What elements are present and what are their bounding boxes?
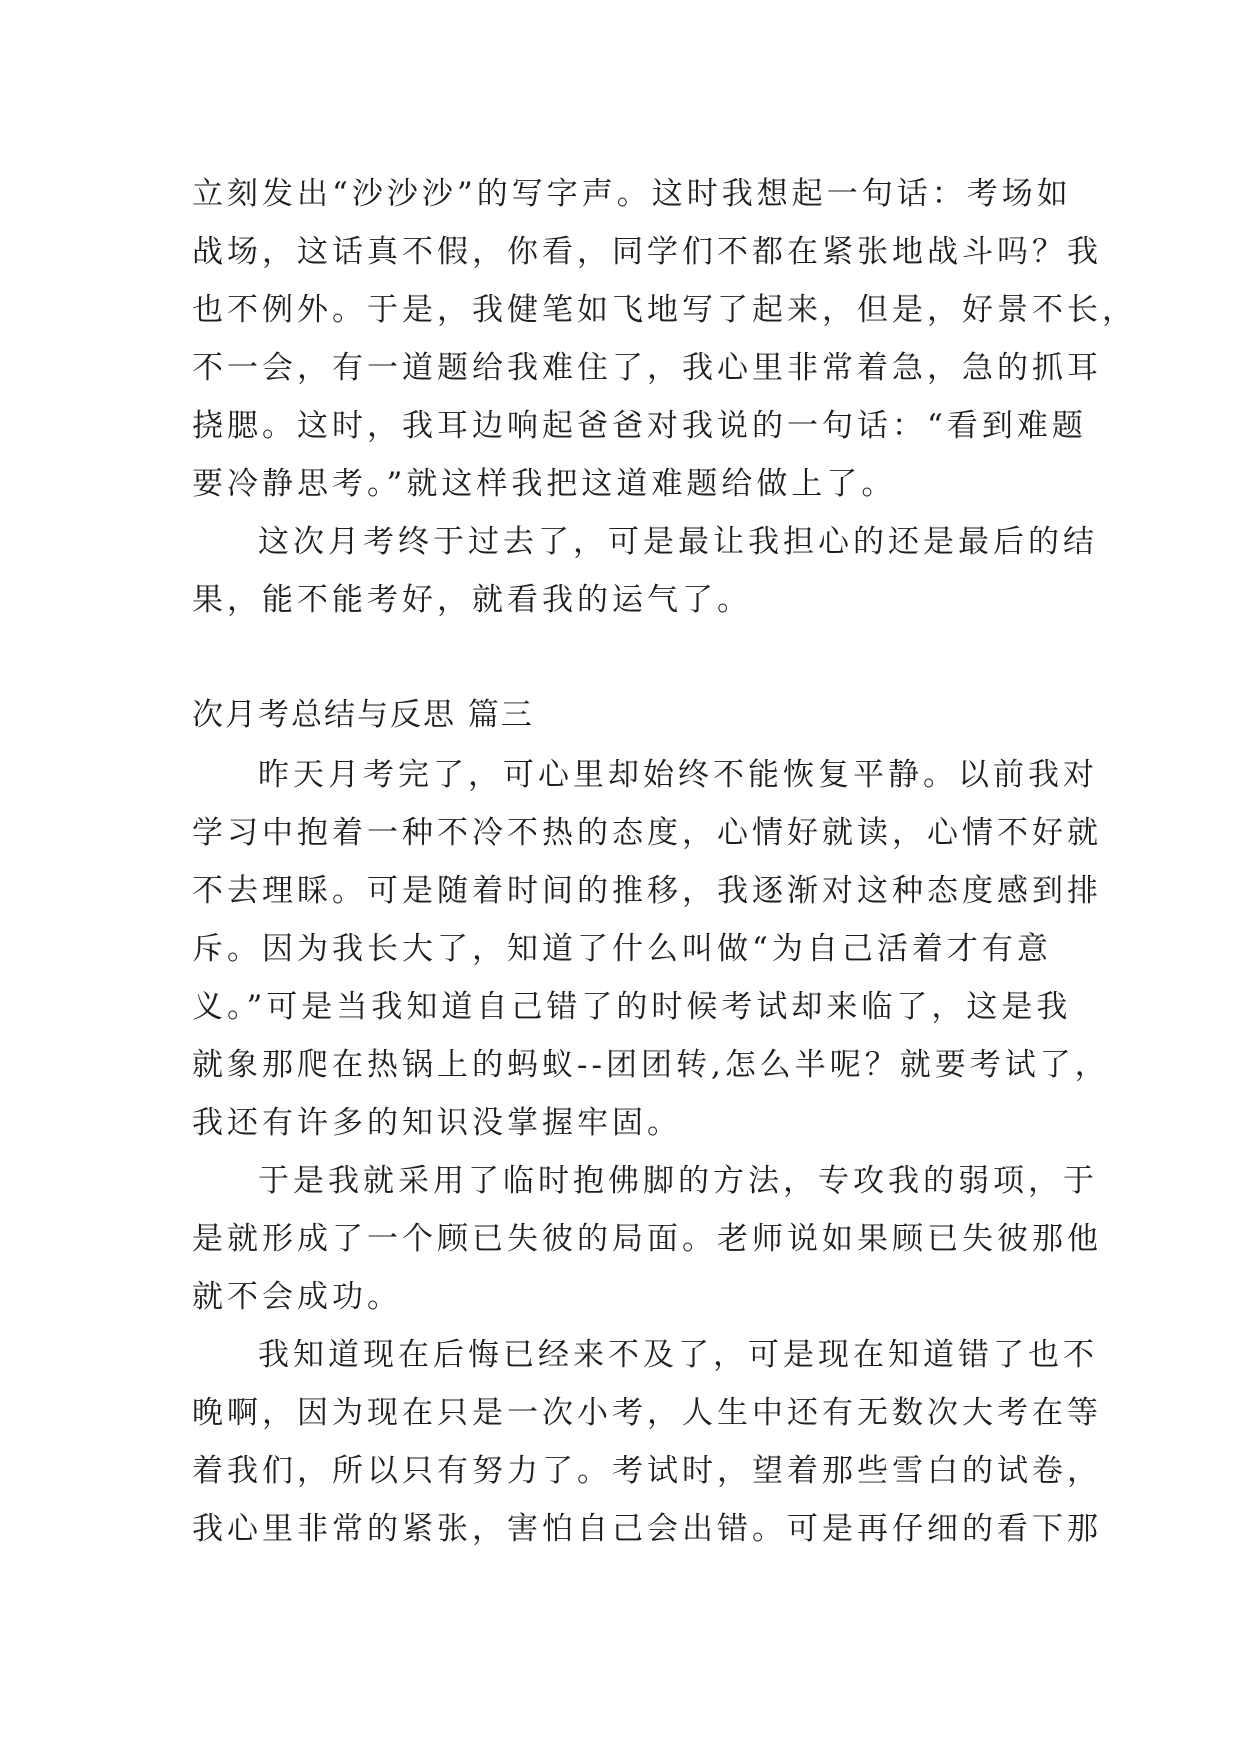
paragraph-exam-scene (192, 165, 1137, 513)
paragraph-regret (192, 1326, 1102, 1558)
section-heading: 次月考总结与反思 篇三 (192, 697, 534, 733)
paragraph-last-minute (192, 1152, 1102, 1326)
text-line: 要冷静思考。”就这样我把这道难题给做上了。 (192, 466, 897, 502)
text-line: 也不例外。于是，我健笔如飞地写了起来，但是，好景不长， (192, 292, 1137, 328)
text-line: 不去理睬。可是随着时间的推移，我逐渐对这种态度感到排 (192, 873, 1102, 909)
text-line: 学习中抱着一种不冷不热的态度，心情好就读，心情不好就 (192, 815, 1102, 851)
text-line: 战场，这话真不假，你看，同学们不都在紧张地战斗吗？我 (192, 234, 1102, 270)
text-line: 不一会，有一道题给我难住了，我心里非常着急，急的抓耳 (192, 350, 1102, 386)
paragraph-exam-over (192, 513, 1098, 629)
text-line: 于是我就采用了临时抱佛脚的方法，专攻我的弱项，于 (258, 1163, 1098, 1199)
document-body (192, 165, 1137, 1558)
text-line: 就不会成功。 (192, 1279, 402, 1315)
text-line: 我知道现在后悔已经来不及了，可是现在知道错了也不 (258, 1337, 1098, 1373)
section-spacer (192, 629, 1062, 684)
text-line: 昨天月考完了，可心里却始终不能恢复平静。以前我对 (258, 757, 1098, 793)
text-line: 挠腮。这时，我耳边响起爸爸对我说的一句话：“看到难题 (192, 408, 1087, 444)
text-line: 立刻发出“沙沙沙”的写字声。这时我想起一句话：考场如 (192, 176, 1072, 212)
text-line: 就象那爬在热锅上的蚂蚁--团团转,怎么半呢？就要考试了， (192, 1047, 1110, 1083)
paragraph-after-exam (192, 746, 1110, 1152)
text-line: 我还有许多的知识没掌握牢固。 (192, 1105, 682, 1141)
text-line: 是就形成了一个顾已失彼的局面。老师说如果顾已失彼那他 (192, 1221, 1102, 1257)
text-line: 义。”可是当我知道自己错了的时候考试却来临了，这是我 (192, 989, 1072, 1025)
text-line: 晚啊，因为现在只是一次小考，人生中还有无数次大考在等 (192, 1395, 1102, 1431)
text-line: 斥。因为我长大了，知道了什么叫做“为自己活着才有意 (192, 931, 1052, 967)
text-line: 这次月考终于过去了，可是最让我担心的还是最后的结 (258, 524, 1098, 560)
text-line: 我心里非常的紧张，害怕自己会出错。可是再仔细的看下那 (192, 1511, 1102, 1547)
text-line: 着我们，所以只有努力了。考试时，望着那些雪白的试卷， (192, 1453, 1102, 1489)
text-line: 果，能不能考好，就看我的运气了。 (192, 582, 752, 618)
